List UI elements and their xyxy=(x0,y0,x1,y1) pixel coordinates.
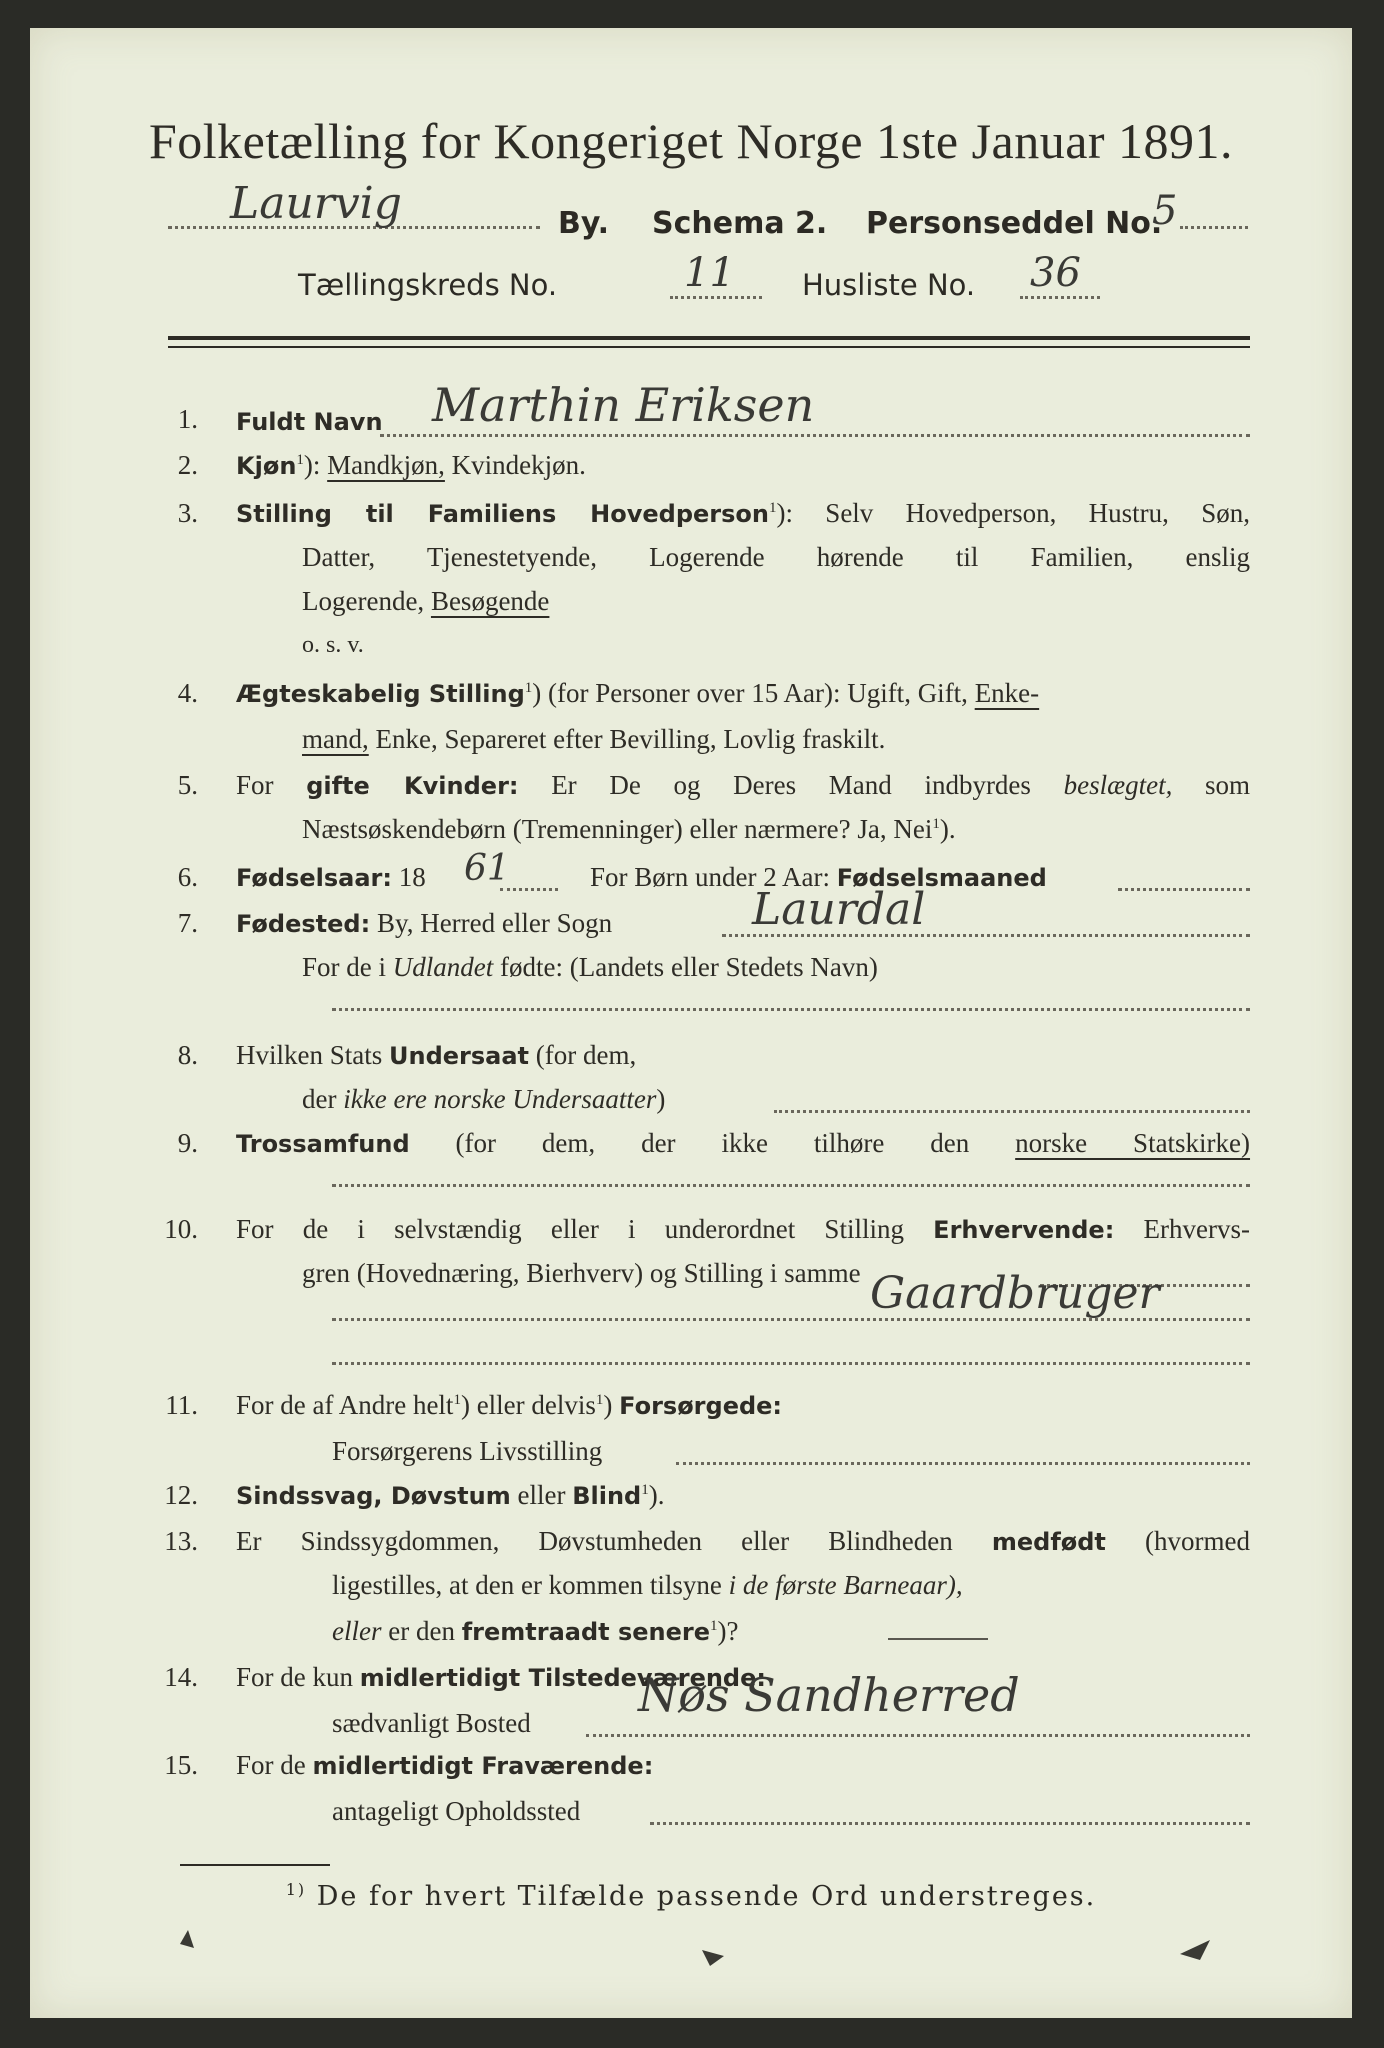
personseddel-dotted-line xyxy=(1180,226,1248,229)
item-6-number: 6. xyxy=(177,862,198,892)
item-6-prefix: 18 xyxy=(398,862,426,892)
item-13-number: 13. xyxy=(164,1526,198,1556)
item-7-label: Fødested: xyxy=(236,910,371,938)
item-4-line-1: Ægteskabelig Stilling$^1$) (for Personer over 15 Aar): Ugift, Gift, Enke- xyxy=(236,678,1040,708)
item-12-sup: 1 xyxy=(641,1482,649,1498)
item-3-logerende: Logerende, xyxy=(302,586,425,616)
item-8-line-1 xyxy=(236,1040,636,1071)
item-8-text-1a: Hvilken Stats xyxy=(236,1040,383,1070)
husliste-value: 36 xyxy=(1030,250,1081,296)
item-2-label: Kjøn xyxy=(236,452,297,480)
by-value: Laurvig xyxy=(230,178,402,229)
item-5-line-2: Næstsøskendebørn (Tremenninger) eller nærmere? Ja, Nei$^1$). xyxy=(302,814,956,844)
item-14-line-2: sædvanligt Bosted xyxy=(332,1708,531,1738)
item-8-dotted-line xyxy=(774,1110,1250,1113)
footnote xyxy=(30,1880,1352,1912)
footnote-rule xyxy=(180,1864,330,1866)
item-14-dotted-line xyxy=(586,1734,1250,1737)
item-4-number: 4. xyxy=(177,678,198,708)
item-15-number: 15. xyxy=(164,1750,198,1780)
item-9-text-1: (for dem, der ikke tilhøre den xyxy=(455,1128,970,1158)
form-title: Folketælling for Kongeriget Norge 1ste Januar 1891. xyxy=(148,113,1234,169)
footnote-mark: 1) xyxy=(285,1880,307,1899)
item-3-line-1: Stilling til Familiens Hovedperson$^1$): Selv Hovedperson, Hustru, Søn, xyxy=(236,498,1250,528)
item-7-line-1 xyxy=(236,908,612,939)
personseddel-value: 5 xyxy=(1152,188,1178,234)
kreds-dotted-line xyxy=(670,296,762,299)
item-3-besogende: Besøgende xyxy=(430,586,550,616)
item-15-label: midlertidigt Fraværende: xyxy=(312,1752,654,1780)
item-9-number: 9. xyxy=(177,1128,198,1158)
item-11-sup-1: 1 xyxy=(453,1392,461,1408)
item-3-number: 3. xyxy=(177,498,198,528)
item-13-italic: i de første Barneaar), xyxy=(728,1570,963,1600)
item-15-text-1a: For de xyxy=(236,1750,306,1780)
item-3-text-1: Selv Hovedperson, Hustru, Søn, xyxy=(825,498,1250,528)
personseddel-label: Personseddel No. xyxy=(866,206,1163,241)
item-10-line-1 xyxy=(236,1214,1250,1245)
item-1-value: Marthin Eriksen xyxy=(432,378,815,432)
item-11-dotted-line xyxy=(676,1462,1250,1465)
item-12-label: Sindssvag, Døvstum xyxy=(236,1482,511,1510)
item-12-number: 12. xyxy=(164,1480,198,1510)
husliste-label: Husliste No. xyxy=(802,268,976,302)
item-10-text-1b: Erhvervs- xyxy=(1143,1214,1250,1244)
item-6-dotted-line xyxy=(500,888,558,891)
item-9-blank-line xyxy=(332,1184,1250,1187)
item-13-text-2a: ligestilles, at den er kommen tilsyne xyxy=(332,1570,722,1600)
item-5-text-1: Er De og Deres Mand indbyrdes xyxy=(551,770,1031,800)
footnote-text: De for hvert Tilfælde passende Ord understreges. xyxy=(316,1881,1097,1912)
item-4-text-2: Enke, Separeret efter Bevilling, Lovlig fraskilt. xyxy=(375,724,886,754)
item-11-number: 11. xyxy=(165,1390,198,1420)
item-5-beslaegtet: beslægtet, xyxy=(1063,770,1173,800)
item-6-row xyxy=(236,862,426,893)
item-2-opt-kvindekjon: Kvindekjøn. xyxy=(451,450,586,480)
item-9-label: Trossamfund xyxy=(236,1130,410,1158)
item-8-line-2: der ikke ere norske Undersaatter) xyxy=(302,1084,666,1114)
item-13-dash xyxy=(888,1638,988,1640)
husliste-dotted-line xyxy=(1020,296,1100,299)
item-11-line-2: Forsørgerens Livsstilling xyxy=(332,1436,603,1466)
item-11-line-1: For de af Andre helt$^1$) eller delvis$^1$) Forsørgede: xyxy=(236,1390,783,1420)
item-10-label: Erhvervende: xyxy=(933,1216,1115,1244)
item-4-line-2 xyxy=(302,724,885,755)
item-8-label: Undersaat xyxy=(389,1042,530,1070)
kreds-value: 11 xyxy=(684,250,735,296)
item-10-line-2: gren (Hovednæring, Bierhverv) og Stilling i samme xyxy=(302,1258,861,1288)
item-7-value: Laurdal xyxy=(752,884,926,935)
item-15-line-2: antageligt Opholdssted xyxy=(332,1796,581,1826)
item-11-text-1a: For de af Andre helt xyxy=(236,1390,454,1420)
item-13-sup: 1 xyxy=(710,1618,718,1634)
census-form xyxy=(30,28,1352,2018)
schema-label: Schema 2. xyxy=(652,206,828,241)
item-7-udlandet: Udlandet xyxy=(392,952,494,982)
item-11-label: Forsørgede: xyxy=(619,1392,783,1420)
item-2-number: 2. xyxy=(177,450,198,480)
item-1-dotted-line xyxy=(380,434,1250,437)
item-7-blank-line xyxy=(332,1008,1250,1011)
item-15-dotted-line xyxy=(650,1822,1250,1825)
item-7-number: 7. xyxy=(177,908,198,938)
item-7-text-2b: fødte: (Landets eller Stedets Navn) xyxy=(500,952,878,982)
item-9-statskirke: norske Statskirke) xyxy=(1015,1128,1251,1158)
item-14-number: 14. xyxy=(164,1662,198,1692)
item-3-sup: 1 xyxy=(768,500,777,516)
item-1-label-text: Fuldt Navn xyxy=(236,408,383,436)
item-6-text: For Børn under 2 Aar: xyxy=(590,862,830,892)
item-3-line-3 xyxy=(302,586,549,617)
item-12-text: eller xyxy=(517,1480,566,1510)
item-7-text-1: By, Herred eller Sogn xyxy=(376,908,613,938)
item-2-sup: 1 xyxy=(296,452,304,468)
item-10-text-1a: For de i selvstændig eller i underordnet Stilling xyxy=(236,1214,904,1244)
item-14-value: Nøs Sandherred xyxy=(638,1668,1020,1722)
item-8-number: 8. xyxy=(177,1040,198,1070)
header-rule-thin xyxy=(168,346,1250,348)
item-6-label-2: Fødselsmaaned xyxy=(836,864,1047,892)
item-4-text-1: (for Personer over 15 Aar): Ugift, Gift, xyxy=(548,678,968,708)
by-label: By. xyxy=(558,206,610,241)
item-11-sup-2: 1 xyxy=(595,1392,604,1408)
item-13-label: medfødt xyxy=(991,1528,1106,1556)
item-8-italic: ikke ere norske Undersaatter xyxy=(343,1084,657,1114)
item-5-line-1 xyxy=(236,770,1250,801)
item-10-number: 10. xyxy=(164,1214,198,1244)
item-4-label: Ægteskabelig Stilling xyxy=(236,680,525,708)
mark-left xyxy=(180,1930,194,1948)
item-13-text-1a: Er Sindssygdommen, Døvstumheden eller Blindheden xyxy=(236,1526,953,1556)
kreds-label: Tællingskreds No. xyxy=(298,268,558,302)
item-13-line-1 xyxy=(236,1526,1250,1557)
item-8-text-2a: der xyxy=(302,1084,337,1114)
item-11-text-1b: eller delvis xyxy=(476,1390,596,1420)
item-4-mand: mand, xyxy=(302,724,369,754)
item-1-label xyxy=(236,406,383,437)
header-rule-thick xyxy=(168,336,1250,340)
item-5-label: gifte Kvinder: xyxy=(306,772,519,800)
item-13-text-3a: er den xyxy=(388,1616,455,1646)
item-4-sup: 1 xyxy=(524,680,533,696)
item-5-pre: For xyxy=(236,770,274,800)
item-13-line-3: eller er den fremtraadt senere$^1$)? xyxy=(332,1616,739,1646)
item-15-line-1 xyxy=(236,1750,653,1781)
item-4-enke-1: Enke- xyxy=(974,678,1040,708)
item-3-line-2: Datter, Tjenestetyende, Logerende hørende til Familien, enslig xyxy=(302,542,1250,572)
item-7-line-2 xyxy=(302,952,878,983)
item-6-value: 61 xyxy=(464,848,510,889)
item-14-label: midlertidigt Tilstedeværende: xyxy=(359,1664,766,1692)
item-8-text-1b: (for dem, xyxy=(535,1040,637,1070)
item-3-osv: o. s. v. xyxy=(302,632,364,658)
mark-right xyxy=(1180,1940,1210,1960)
item-3-label: Stilling til Familiens Hovedperson xyxy=(236,500,769,528)
item-1-number: 1. xyxy=(177,404,198,434)
item-2-opt-mandkjon: Mandkjøn, xyxy=(327,450,445,480)
item-5-number: 5. xyxy=(177,770,198,800)
item-2-row: Kjøn$^1$): Mandkjøn, Kvindekjøn. xyxy=(236,450,586,480)
item-13-label-2: fremtraadt senere xyxy=(461,1618,711,1646)
item-13-eller: eller xyxy=(332,1616,382,1646)
item-10-value: Gaardbruger xyxy=(870,1268,1160,1319)
item-5-text-2: Næstsøskendebørn (Tremenninger) eller nærmere? Ja, Nei xyxy=(302,814,933,844)
item-6-label: Fødselsaar: xyxy=(236,864,392,892)
item-7-text-2a: For de i xyxy=(302,952,386,982)
item-12-label-2: Blind xyxy=(572,1482,642,1510)
item-13-text-1b: (hvormed xyxy=(1145,1526,1251,1556)
mark-center xyxy=(702,1950,724,1966)
item-13-line-2 xyxy=(332,1570,963,1601)
item-6-month-dotted-line xyxy=(1118,888,1250,891)
item-12-row: Sindssvag, Døvstum eller Blind$^1$). xyxy=(236,1480,665,1510)
item-14-text-1a: For de kun xyxy=(236,1662,353,1692)
item-10-blank-line xyxy=(332,1362,1250,1365)
item-5-som: som xyxy=(1205,770,1251,800)
item-5-sup: 1 xyxy=(932,816,940,832)
item-9-line-1 xyxy=(236,1128,1250,1159)
